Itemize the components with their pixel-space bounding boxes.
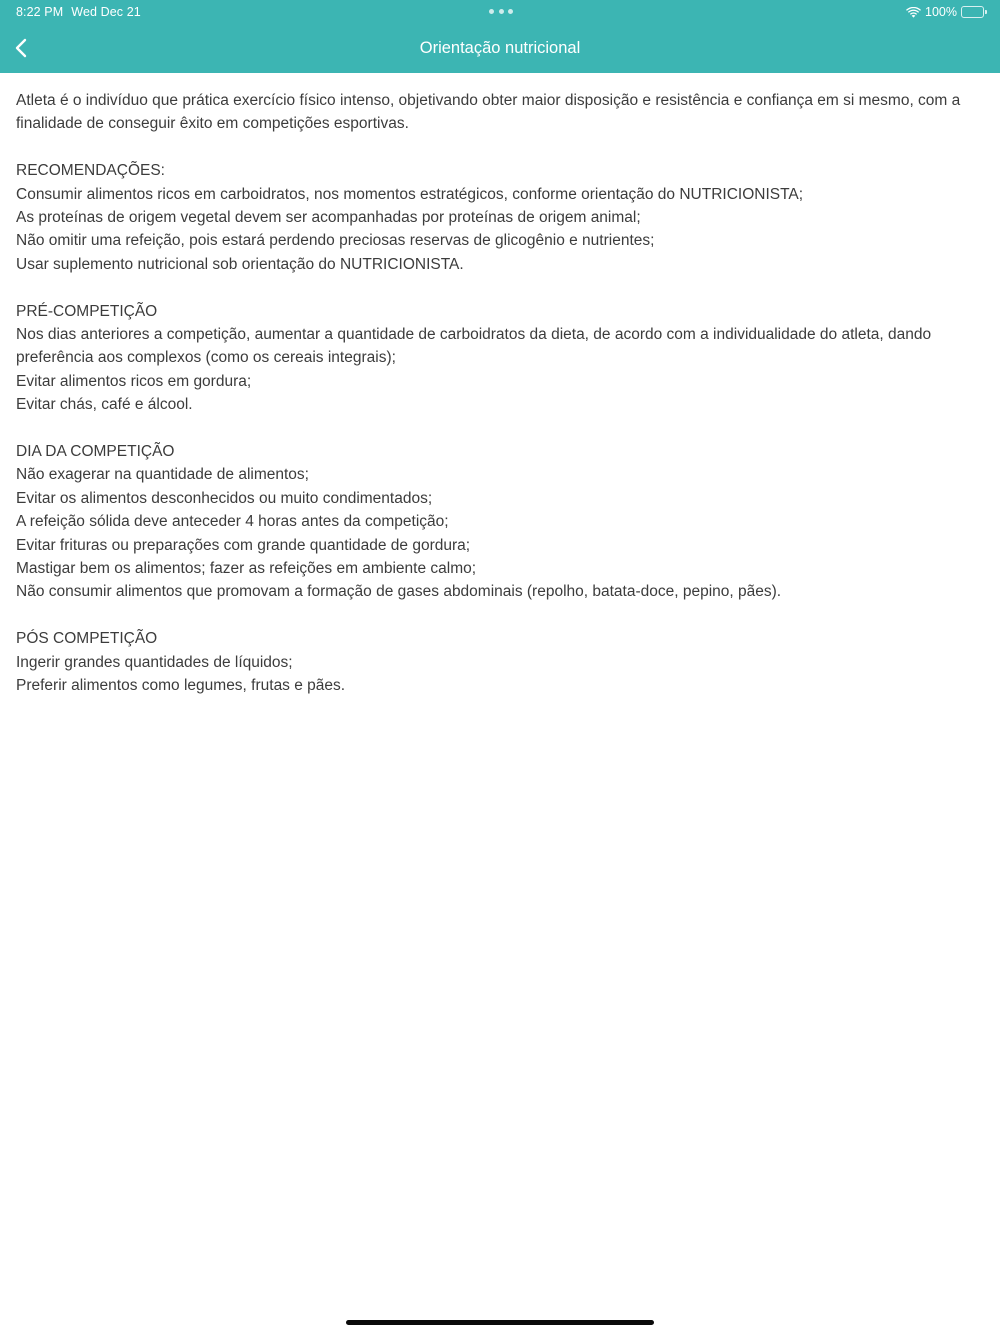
section-heading: RECOMENDAÇÕES: (16, 162, 165, 180)
home-indicator[interactable] (346, 1320, 654, 1325)
section-line: Não consumir alimentos que promovam a formação de gases abdominais (repolho, batata-doce, pepino, pães). (16, 583, 782, 601)
section-line: Nos dias anteriores a competição, aumentar a quantidade de carboidratos da dieta, de acordo com a individualidade do atleta, dando preferência aos complexos (como os cereais integrais); (16, 326, 932, 367)
section-line: Mastigar bem os alimentos; fazer as refeições em ambiente calmo; (16, 560, 477, 578)
intro-paragraph: Atleta é o indivíduo que prática exercício físico intenso, objetivando obter maior disposição e resistência e confiança em si mesmo, com a finalidade de conseguir êxito em competições esportivas. (16, 92, 961, 133)
section-line: Não exagerar na quantidade de alimentos; (16, 466, 309, 484)
status-bar-time (16, 4, 141, 20)
battery-percentage: 100% (925, 5, 957, 19)
section-line: Usar suplemento nutricional sob orientação do NUTRICIONISTA. (16, 255, 464, 273)
wifi-icon (906, 7, 921, 18)
section-heading: DIA DA COMPETIÇÃO (16, 443, 175, 461)
sections-container (16, 159, 984, 697)
section-line: Ingerir grandes quantidades de líquidos; (16, 653, 293, 671)
status-bar-indicators (906, 4, 988, 20)
battery-icon (961, 6, 988, 18)
guidance-section (16, 627, 984, 697)
status-date: Wed Dec 21 (71, 5, 141, 19)
section-line: Consumir alimentos ricos em carboidratos, nos momentos estratégicos, conforme orientação do NUTRICIONISTA; (16, 185, 804, 203)
page-title: Orientação nutricional (419, 39, 581, 57)
section-line: Evitar os alimentos desconhecidos ou muito condimentados; (16, 489, 433, 507)
section-heading: PRÉ-COMPETIÇÃO (16, 302, 158, 320)
navigation-header (0, 0, 1000, 73)
nutrition-guidance-content (16, 89, 984, 721)
section-line: As proteínas de origem vegetal devem ser acompanhadas por proteínas de origem animal; (16, 209, 641, 227)
status-time: 8:22 PM (16, 5, 64, 19)
section-line: Evitar chás, café e álcool. (16, 396, 193, 414)
section-line: Evitar alimentos ricos em gordura; (16, 372, 252, 390)
section-heading: PÓS COMPETIÇÃO (16, 630, 158, 648)
section-line: Não omitir uma refeição, pois estará perdendo preciosas reservas de glicogênio e nutrientes; (16, 232, 655, 250)
section-line: A refeição sólida deve anteceder 4 horas antes da competição; (16, 513, 449, 531)
guidance-section (16, 159, 984, 276)
section-line: Preferir alimentos como legumes, frutas e pães. (16, 677, 346, 695)
multitasking-dots-icon[interactable] (489, 9, 513, 15)
guidance-section (16, 440, 984, 604)
guidance-section (16, 300, 984, 417)
section-line: Evitar frituras ou preparações com grande quantidade de gordura; (16, 536, 471, 554)
